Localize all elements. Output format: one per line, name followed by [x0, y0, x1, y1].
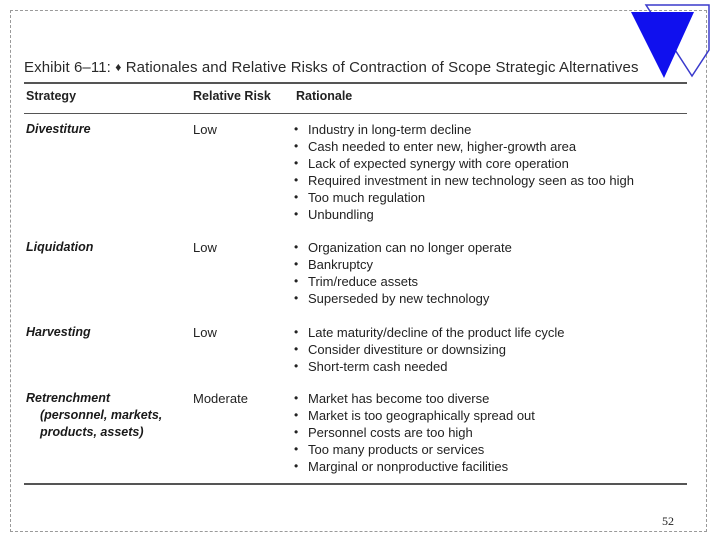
- rationale-item: • Trim/reduce assets: [294, 273, 512, 290]
- table-row-strategy: [26, 390, 162, 441]
- rationale-item: • Personnel costs are too high: [294, 424, 535, 441]
- table-row-strategy: [26, 324, 91, 341]
- column-header-rationale: Rationale: [296, 89, 353, 103]
- exhibit-title: [24, 59, 694, 76]
- rationale-item: • Bankruptcy: [294, 256, 512, 273]
- exhibit-label: Exhibit 6–11:: [24, 59, 111, 76]
- rationale-item: • Superseded by new technology: [294, 290, 512, 307]
- strategy-name: Harvesting: [26, 325, 91, 339]
- strategy-subtext: products, assets): [40, 425, 144, 439]
- table-top-rule: [24, 82, 687, 84]
- column-header-relative-risk: Relative Risk: [193, 89, 271, 103]
- rationale-item: • Required investment in new technology seen as too high: [294, 172, 634, 189]
- rationale-item: • Market is too geographically spread out: [294, 407, 535, 424]
- rationale-item: • Too much regulation: [294, 189, 634, 206]
- rationale-item: • Short-term cash needed: [294, 358, 565, 375]
- table-bottom-rule: [24, 483, 687, 485]
- rationale-item: • Cash needed to enter new, higher-growth area: [294, 138, 634, 155]
- table-row-risk: Low: [193, 325, 217, 340]
- page-number: 52: [662, 514, 674, 528]
- rationale-item: • Organization can no longer operate: [294, 239, 512, 256]
- rationale-item: • Lack of expected synergy with core operation: [294, 155, 634, 172]
- exhibit-title-text: Rationales and Relative Risks of Contraction of Scope Strategic Alternatives: [125, 59, 639, 76]
- strategy-name: Divestiture: [26, 122, 91, 136]
- table-row-risk: Low: [193, 240, 217, 255]
- rationale-item: • Too many products or services: [294, 441, 535, 458]
- rationale-item: • Industry in long-term decline: [294, 121, 634, 138]
- diamond-icon: ♦: [115, 60, 122, 74]
- rationale-list: [294, 239, 512, 307]
- table-header-rule: [24, 113, 687, 114]
- column-header-strategy: Strategy: [26, 89, 77, 103]
- strategy-name: Retrenchment: [26, 391, 111, 405]
- rationale-list: [294, 121, 634, 223]
- rationale-item: • Market has become too diverse: [294, 390, 535, 407]
- table-row-strategy: [26, 121, 91, 138]
- rationale-list: [294, 324, 565, 375]
- rationale-item: • Late maturity/decline of the product life cycle: [294, 324, 565, 341]
- table-row-strategy: [26, 239, 93, 256]
- table-row-risk: Moderate: [193, 391, 248, 406]
- table-row-risk: Low: [193, 122, 217, 137]
- rationale-item: • Consider divestiture or downsizing: [294, 341, 565, 358]
- rationale-item: • Marginal or nonproductive facilities: [294, 458, 535, 475]
- rationale-item: • Unbundling: [294, 206, 634, 223]
- strategy-subtext: (personnel, markets,: [40, 408, 163, 422]
- strategy-name: Liquidation: [26, 240, 94, 254]
- rationale-list: [294, 390, 535, 475]
